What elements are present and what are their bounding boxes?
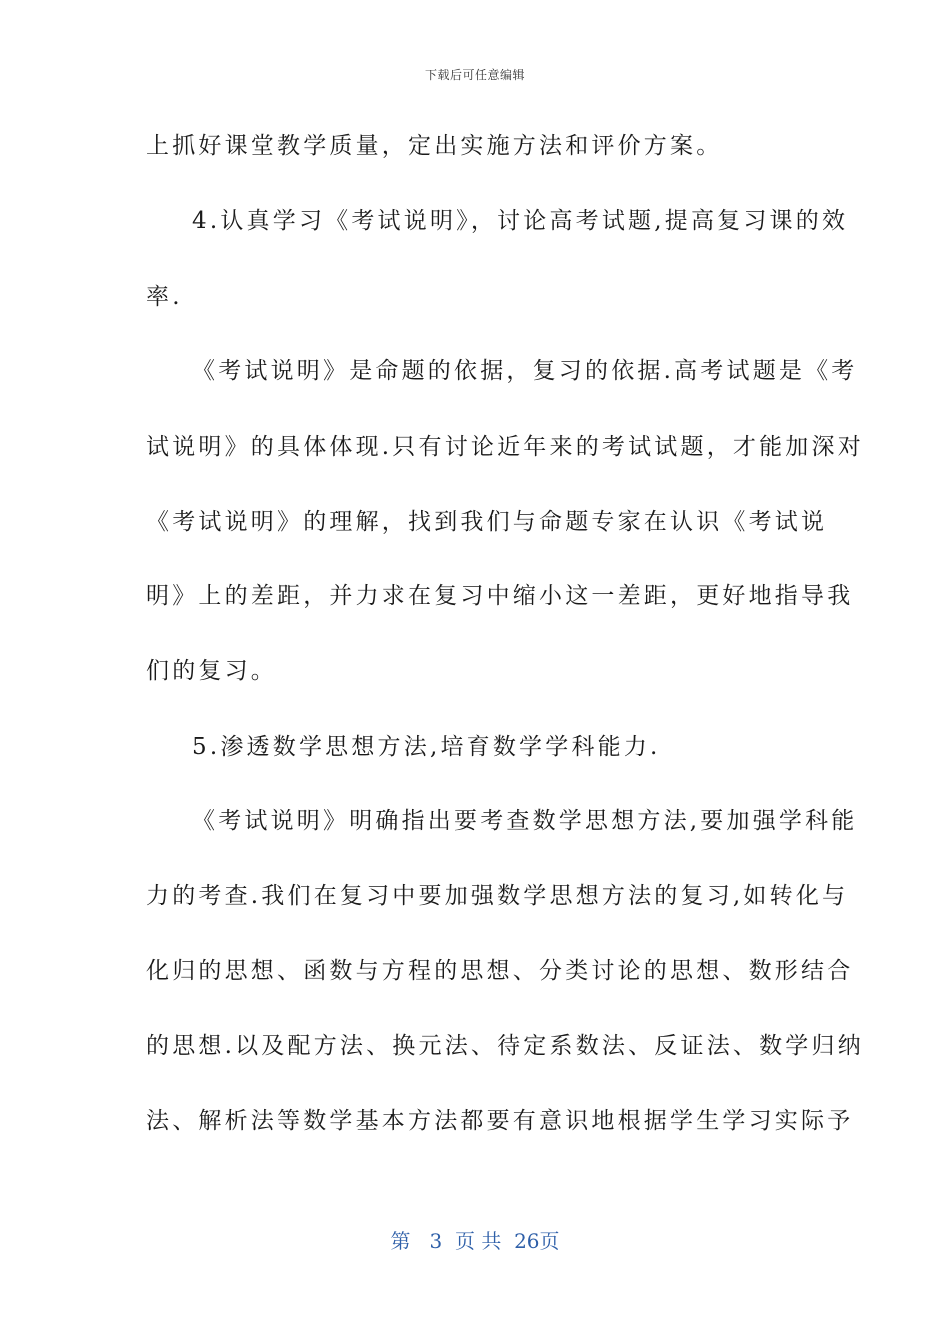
body-line: 《考试说明》的理解，找到我们与命题专家在认识《考试说 — [146, 509, 828, 535]
page-footer — [0, 1225, 950, 1254]
body-line: 《考试说明》明确指出要考查数学思想方法,要加强学科能 — [192, 808, 858, 834]
header-note: 下载后可任意编辑 — [424, 68, 525, 82]
footer-prefix: 第 — [390, 1229, 411, 1253]
body-line: 们的复习。 — [146, 658, 277, 684]
body-line: 力的考查.我们在复习中要加强数学思想方法的复习,如转化与 — [146, 883, 849, 909]
body-line: 法、解析法等数学基本方法都要有意识地根据学生学习实际予 — [146, 1108, 854, 1134]
body-line: 率. — [146, 284, 183, 310]
footer-suffix: 页 — [539, 1229, 560, 1253]
body-line: 试说明》的具体体现.只有讨论近年来的考试试题，才能加深对 — [146, 434, 864, 460]
footer-current-page: 3 — [429, 1229, 443, 1253]
body-line: 化归的思想、函数与方程的思想、分类讨论的思想、数形结合 — [146, 958, 854, 984]
body-line: 4.认真学习《考试说明》，讨论高考试题,提高复习课的效 — [192, 208, 849, 234]
body-line: 的思想.以及配方法、换元法、待定系数法、反证法、数学归纳 — [146, 1033, 864, 1059]
body-line: 5.渗透数学思想方法,培育数学学科能力. — [192, 734, 661, 760]
body-line: 《考试说明》是命题的依据，复习的依据.高考试题是《考 — [192, 358, 858, 384]
body-line: 明》上的差距，并力求在复习中缩小这一差距，更好地指导我 — [146, 583, 854, 609]
footer-middle: 页 共 — [455, 1229, 502, 1253]
body-line: 上抓好课堂教学质量，定出实施方法和评价方案。 — [146, 133, 723, 159]
footer-total-pages: 26 — [514, 1229, 540, 1253]
